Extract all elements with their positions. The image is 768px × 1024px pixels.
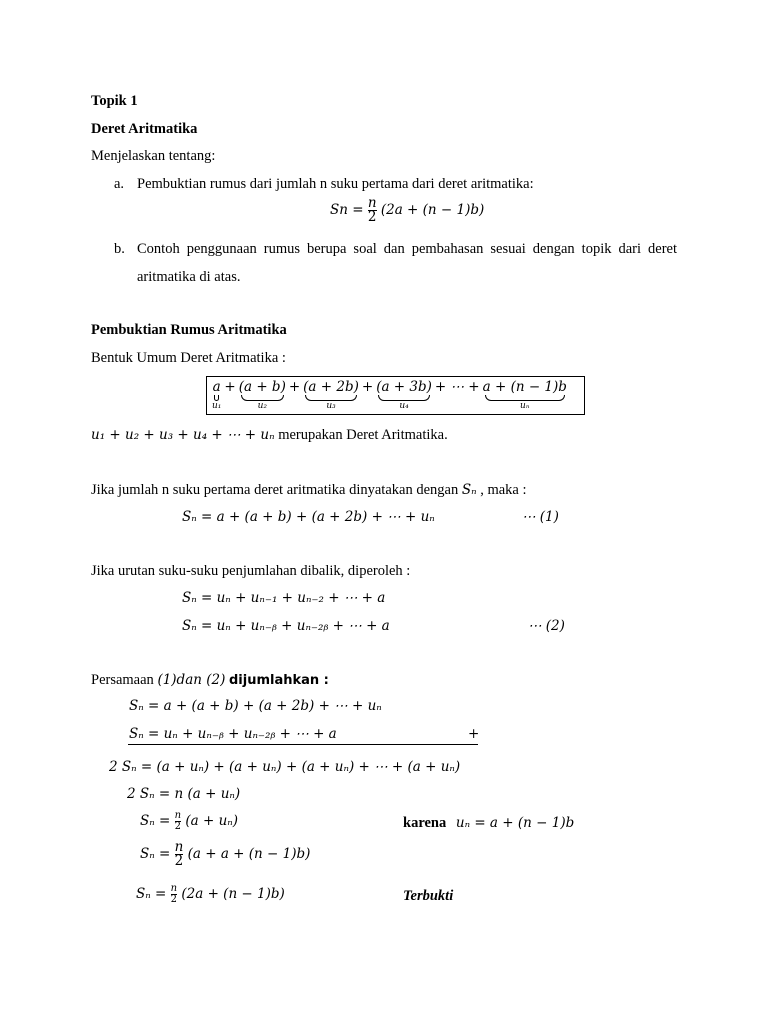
- addition-row-4: 2 Sₙ = n (a + uₙ): [127, 786, 241, 802]
- general-term-3: (a + 2b) u₃: [303, 379, 359, 411]
- row7-lhs: Sₙ =: [136, 886, 167, 902]
- fraction-numerator: n: [367, 195, 377, 211]
- list-item-a-text: Pembuktian rumus dari jumlah n suku pertama dari deret aritmatika:: [137, 176, 534, 192]
- because-label: karena: [403, 815, 447, 831]
- row6-lhs: Sₙ =: [140, 846, 171, 862]
- section-title: Pembuktian Rumus Aritmatika: [91, 322, 287, 338]
- row7-fraction: $\frac{n}{2}$: [170, 883, 178, 905]
- row5-lhs: Sₙ =: [140, 813, 171, 829]
- because-equation: uₙ = a + (n − 1)b: [455, 815, 575, 831]
- equation-1-ref: ⋯ (1): [522, 509, 559, 525]
- row5-rhs: (a + uₙ): [185, 813, 239, 829]
- main-formula-rhs: (2a + (n − 1)b): [380, 202, 485, 218]
- topic-label: Topik 1: [91, 93, 138, 109]
- plus-sign: +: [288, 379, 301, 395]
- main-formula: [330, 197, 484, 224]
- row6-rhs: (a + a + (n − 1)b): [187, 846, 311, 862]
- general-term-2: (a + b) u₂: [238, 379, 286, 411]
- reverse-text: Jika urutan suku-suku penjumlahan dibalik, diperoleh :: [91, 563, 411, 579]
- addition-row-2: Sₙ = uₙ + uₙ₋ᵦ + uₙ₋₂ᵦ + ⋯ + a: [129, 726, 337, 742]
- main-formula-lhs: Sn =: [330, 202, 364, 218]
- sum-def-text-end: , maka :: [480, 482, 527, 498]
- list-marker-a: a.: [114, 176, 125, 192]
- addition-row-6: [140, 841, 310, 868]
- addition-refs: (1)dan (2): [157, 672, 226, 688]
- addition-text-start: Persamaan: [91, 672, 154, 688]
- sum-def-text: Jika jumlah n suku pertama deret aritmatika dinyatakan dengan: [91, 482, 459, 498]
- equation-1: Sₙ = a + (a + b) + (a + 2b) + ⋯ + uₙ: [182, 509, 435, 525]
- proved-label: Terbukti: [403, 888, 454, 904]
- reverse-equation-2: Sₙ = uₙ + uₙ₋ᵦ + uₙ₋₂ᵦ + ⋯ + a: [182, 618, 390, 634]
- addition-text: [91, 672, 329, 689]
- general-term-4: (a + 3b) u₄: [376, 379, 432, 411]
- addition-underline: [128, 744, 478, 745]
- series-statement: [91, 427, 448, 444]
- plus-sign: +: [224, 379, 236, 395]
- fraction-denominator: 2: [367, 209, 377, 225]
- row5-fraction: $\frac{n}{2}$: [174, 810, 182, 832]
- main-formula-fraction: [368, 197, 377, 224]
- ellipsis-plus: + ⋯ +: [434, 379, 480, 395]
- plus-sign: +: [361, 379, 374, 395]
- general-form-label: Bentuk Umum Deret Aritmatika :: [91, 350, 286, 366]
- addition-text-bold: dijumlahkan :: [228, 673, 329, 688]
- row7-rhs: (2a + (n − 1)b): [181, 886, 285, 902]
- addition-row-1: Sₙ = a + (a + b) + (a + 2b) + ⋯ + uₙ: [129, 698, 382, 714]
- equation-2-ref: ⋯ (2): [528, 618, 565, 634]
- intro-text: Menjelaskan tentang:: [91, 148, 216, 164]
- list-item-b-text-line1: Contoh penggunaan rumus berupa soal dan pembahasan sesuai dengan topik dari deret: [137, 241, 677, 257]
- series-statement-text: merupakan Deret Aritmatika.: [278, 427, 448, 443]
- because-note: [403, 815, 574, 832]
- general-term-1: a u₁: [212, 379, 222, 411]
- list-item-b-text-line2: aritmatika di atas.: [137, 269, 241, 285]
- addition-plus: +: [468, 726, 480, 742]
- document-title: Deret Aritmatika: [91, 121, 198, 137]
- list-marker-b: b.: [114, 241, 125, 257]
- addition-row-5: [140, 811, 238, 832]
- addition-row-3: 2 Sₙ = (a + uₙ) + (a + uₙ) + (a + uₙ) + ⋯ + (a + uₙ): [109, 759, 461, 775]
- general-term-n: a + (n − 1)b uₙ: [482, 379, 567, 411]
- addition-row-7: [136, 884, 285, 905]
- row6-fraction: $\frac{n}{2}$: [174, 839, 184, 869]
- sum-definition-text: [91, 482, 527, 499]
- general-form-box: [206, 376, 585, 415]
- reverse-equation-1: Sₙ = uₙ + uₙ₋₁ + uₙ₋₂ + ⋯ + a: [182, 590, 386, 606]
- series-expression: u₁ + u₂ + u₃ + u₄ + ⋯ + uₙ: [91, 427, 275, 443]
- sum-symbol: Sₙ: [461, 482, 477, 498]
